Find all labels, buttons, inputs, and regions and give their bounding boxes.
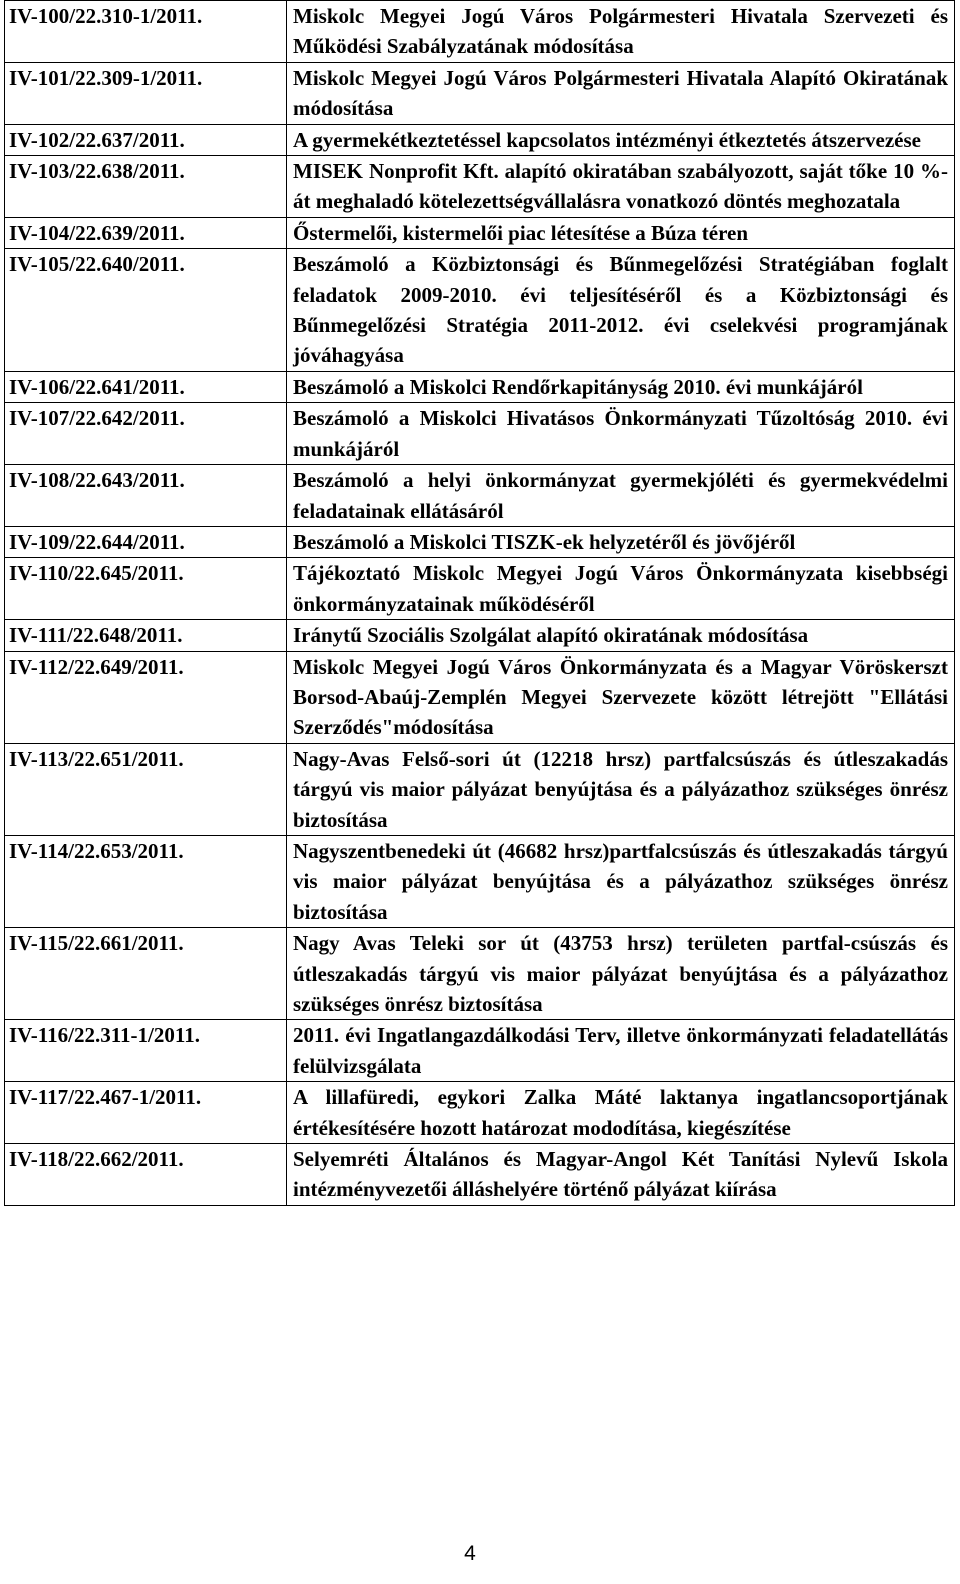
table-row (5, 1020, 955, 1082)
table-row (5, 403, 955, 465)
resolution-number: IV-103/22.638/2011. (5, 156, 287, 218)
table-row (5, 651, 955, 743)
table-row (5, 249, 955, 372)
table-row (5, 1144, 955, 1206)
resolution-title: Miskolc Megyei Jogú Város Polgármesteri Hivatala Szervezeti és Működési Szabályzatának módosítása (287, 1, 955, 63)
page-number: 4 (464, 1542, 476, 1565)
resolution-title: A lillafüredi, egykori Zalka Máté laktanya ingatlancsoportjának értékesítésére hozott határozat mododítása, kiegészítése (287, 1082, 955, 1144)
table-row (5, 1, 955, 63)
document-page (4, 0, 954, 1206)
resolutions-table-body (5, 1, 955, 1206)
resolution-title: Miskolc Megyei Jogú Város Polgármesteri Hivatala Alapító Okiratának módosítása (287, 62, 955, 124)
resolution-number: IV-109/22.644/2011. (5, 526, 287, 557)
resolution-title: Miskolc Megyei Jogú Város Önkormányzata és a Magyar Vöröskerszt Borsod-Abaúj-Zemplén Megyei Szervezete között létrejött "Ellátási Szerződés"módosítása (287, 651, 955, 743)
resolution-number: IV-104/22.639/2011. (5, 217, 287, 248)
resolution-number: IV-107/22.642/2011. (5, 403, 287, 465)
resolution-number: IV-106/22.641/2011. (5, 371, 287, 402)
resolution-title: Beszámoló a Miskolci Hivatásos Önkormányzati Tűzoltóság 2010. évi munkájáról (287, 403, 955, 465)
resolution-number: IV-114/22.653/2011. (5, 835, 287, 927)
resolution-number: IV-111/22.648/2011. (5, 620, 287, 651)
resolution-number: IV-101/22.309-1/2011. (5, 62, 287, 124)
table-row (5, 928, 955, 1020)
resolution-number: IV-118/22.662/2011. (5, 1144, 287, 1206)
resolution-number: IV-100/22.310-1/2011. (5, 1, 287, 63)
resolution-title: Beszámoló a Közbiztonsági és Bűnmegelőzési Stratégiában foglalt feladatok 2009-2010. évi teljesítéséről és a Közbiztonsági és Bűnmegelőzési Stratégia 2011-2012. évi cselekvési programjának jóváhagyása (287, 249, 955, 372)
resolution-number: IV-113/22.651/2011. (5, 743, 287, 835)
resolution-title: Őstermelői, kistermelői piac létesítése a Búza téren (287, 217, 955, 248)
table-row (5, 156, 955, 218)
resolution-number: IV-108/22.643/2011. (5, 465, 287, 527)
table-row (5, 835, 955, 927)
resolution-number: IV-116/22.311-1/2011. (5, 1020, 287, 1082)
table-row (5, 62, 955, 124)
resolution-title: MISEK Nonprofit Kft. alapító okiratában szabályozott, saját tőke 10 %-át meghaladó kötelezettségvállalásra vonatkozó döntés meghozatala (287, 156, 955, 218)
resolution-number: IV-110/22.645/2011. (5, 558, 287, 620)
resolution-title: Beszámoló a helyi önkormányzat gyermekjóléti és gyermekvédelmi feladatainak ellátásáról (287, 465, 955, 527)
resolution-number: IV-115/22.661/2011. (5, 928, 287, 1020)
resolution-title: Beszámoló a Miskolci TISZK-ek helyzetéről és jövőjéről (287, 526, 955, 557)
table-row (5, 558, 955, 620)
resolution-number: IV-105/22.640/2011. (5, 249, 287, 372)
resolution-number: IV-102/22.637/2011. (5, 124, 287, 155)
table-row (5, 1082, 955, 1144)
table-row (5, 124, 955, 155)
resolution-number: IV-117/22.467-1/2011. (5, 1082, 287, 1144)
resolution-title: Beszámoló a Miskolci Rendőrkapitányság 2010. évi munkájáról (287, 371, 955, 402)
table-row (5, 465, 955, 527)
resolution-title: Nagy Avas Teleki sor út (43753 hrsz) területen partfal-csúszás és útleszakadás tárgyú vis maior pályázat benyújtása és a pályázathoz szükséges önrész biztosítása (287, 928, 955, 1020)
table-row (5, 743, 955, 835)
resolution-number: IV-112/22.649/2011. (5, 651, 287, 743)
table-row (5, 371, 955, 402)
resolution-title: 2011. évi Ingatlangazdálkodási Terv, illetve önkormányzati feladatellátás felülvizsgálata (287, 1020, 955, 1082)
table-row (5, 526, 955, 557)
resolution-title: Nagyszentbenedeki út (46682 hrsz)partfalcsúszás és útleszakadás tárgyú vis maior pályázat benyújtása és a pályázathoz szükséges önrész biztosítása (287, 835, 955, 927)
table-row (5, 217, 955, 248)
table-row (5, 620, 955, 651)
resolution-title: Nagy-Avas Felső-sori út (12218 hrsz) partfalcsúszás és útleszakadás tárgyú vis maior pályázat benyújtása és a pályázathoz szükséges önrész biztosítása (287, 743, 955, 835)
resolution-title: Tájékoztató Miskolc Megyei Jogú Város Önkormányzata kisebbségi önkormányzatainak működéséről (287, 558, 955, 620)
resolution-title: Iránytű Szociális Szolgálat alapító okiratának módosítása (287, 620, 955, 651)
resolution-title: Selyemréti Általános és Magyar-Angol Két Tanítási Nylevű Iskola intézményvezetői álláshelyére történő pályázat kiírása (287, 1144, 955, 1206)
resolution-title: A gyermekétkeztetéssel kapcsolatos intézményi étkeztetés átszervezése (287, 124, 955, 155)
resolutions-table (4, 0, 955, 1206)
